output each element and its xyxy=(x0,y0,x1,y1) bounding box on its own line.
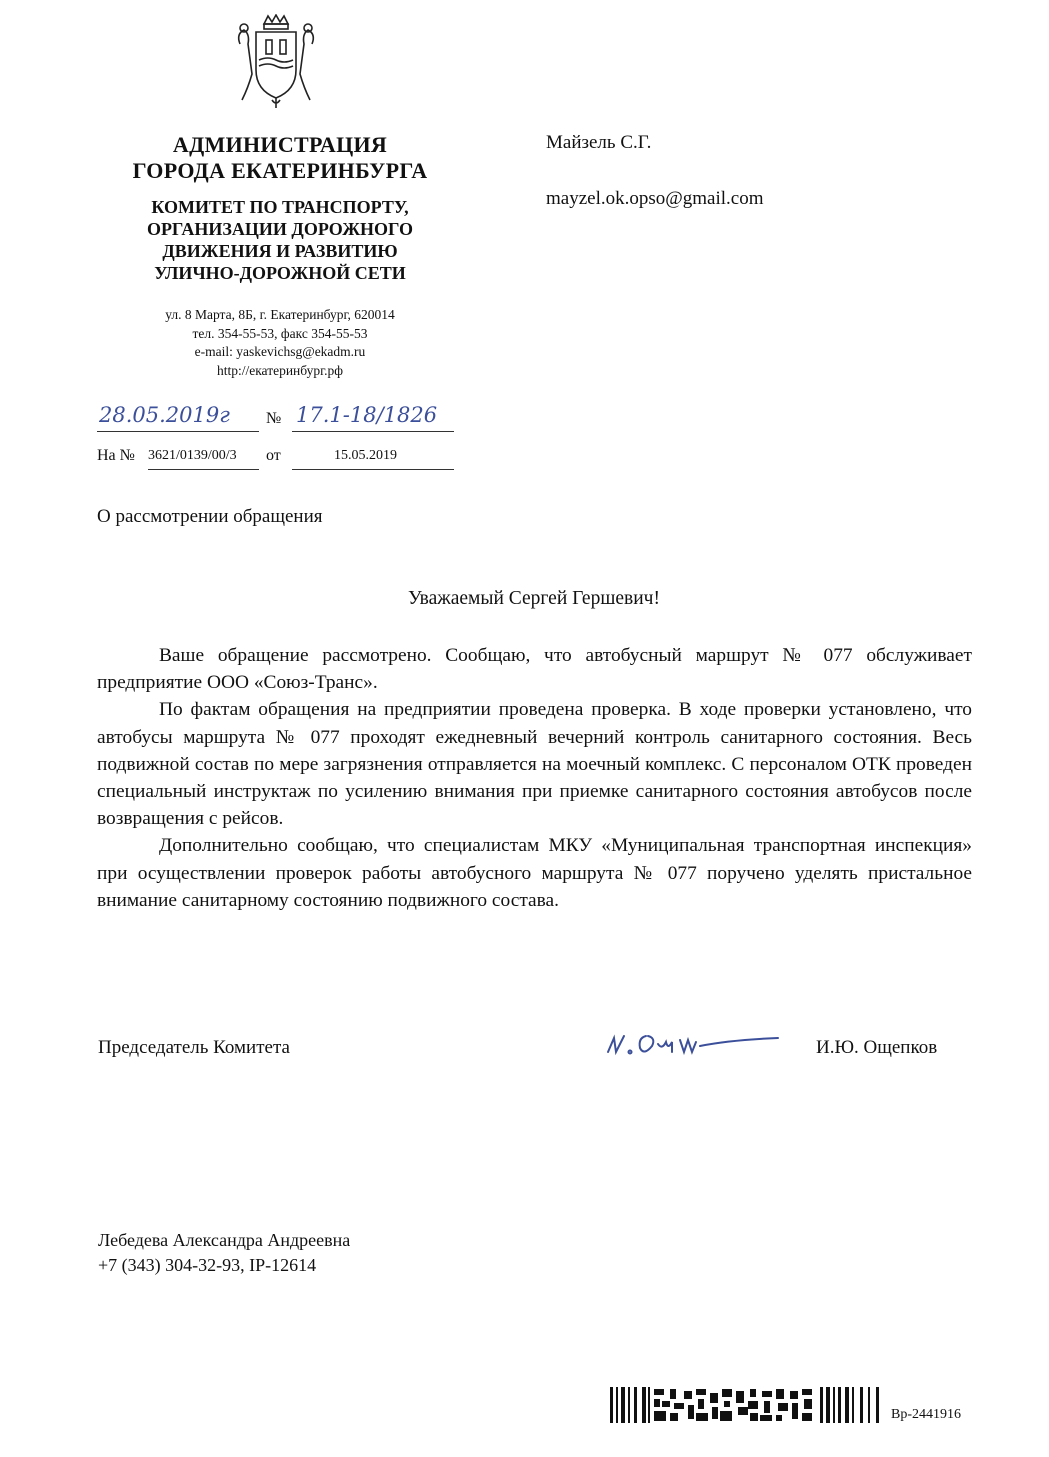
performer-name: Лебедева Александра Андреевна xyxy=(98,1230,351,1250)
contact-address: ул. 8 Марта, 8Б, г. Екатеринбург, 620014 xyxy=(165,307,395,322)
signatory-name: И.Ю. Ощепков xyxy=(816,1037,938,1058)
letter-body xyxy=(97,642,972,914)
salutation: Уважаемый Сергей Гершевич! xyxy=(408,588,660,609)
contact-email: e-mail: yaskevichsg@ekadm.ru xyxy=(194,344,366,359)
registration-number-field xyxy=(292,403,454,432)
reference-number-field xyxy=(148,445,259,470)
performer-phone: +7 (343) 304-32-93, IP-12614 xyxy=(98,1255,317,1275)
reference-number: 3621/0139/00/3 xyxy=(148,448,237,463)
reference-date: 15.05.2019 xyxy=(334,448,397,463)
registration-date-field xyxy=(97,403,259,432)
contact-website: http://екатеринбург.рф xyxy=(216,362,344,378)
organization-name-line: АДМИНИСТРАЦИЯ xyxy=(172,132,388,157)
body-paragraph: Дополнительно сообщаю, что специалистам МКУ «Муниципальная транспортная инспекция» при осуществлении проверок работы автобусного маршрута № 077 поручено уделять пристальное внимание санитарному состоянию подвижного состава. xyxy=(97,835,972,911)
addressee-name: Майзель С.Г. xyxy=(546,132,652,153)
registration-date-handwritten: 28.05.2019г xyxy=(99,403,230,427)
body-paragraph: По фактам обращения на предприятии проведена проверка. В ходе проверки установлено, что автобусы маршрута № 077 проходят ежедневный вечерний контроль санитарного состояния. Весь подвижной состав по мере загрязнения отправляется на моечный комплекс. С персоналом ОТК проведен специальный инструктаж по усилению внимания при приемке санитарного состояния автобусов после возвращения с рейсов. xyxy=(97,699,972,830)
organization-contacts xyxy=(80,306,480,380)
registration-number-label: № xyxy=(266,410,282,427)
registration-number-handwritten: 17.1-18/1826 xyxy=(296,403,438,427)
addressee-email: mayzel.ok.opso@gmail.com xyxy=(546,188,764,209)
reference-date-field xyxy=(292,445,454,470)
coat-of-arms-emblem xyxy=(226,14,326,110)
organization-name xyxy=(80,132,480,184)
body-paragraph: Ваше обращение рассмотрено. Сообщаю, что автобусный маршрут № 077 обслуживает предприятие ООО «Союз-Транс». xyxy=(97,645,972,694)
committee-name-line: ДВИЖЕНИЯ И РАЗВИТИЮ xyxy=(162,241,398,261)
committee-name-line: ОРГАНИЗАЦИИ ДОРОЖНОГО xyxy=(146,219,414,239)
reference-from-label: от xyxy=(266,447,281,464)
committee-name-line: КОМИТЕТ ПО ТРАНСПОРТУ, xyxy=(151,197,409,217)
committee-name xyxy=(80,196,480,284)
document-barcode xyxy=(598,1387,898,1423)
contact-phone: тел. 354-55-53, факс 354-55-53 xyxy=(192,325,368,341)
committee-name-line: УЛИЧНО-ДОРОЖНОЙ СЕТИ xyxy=(154,263,406,283)
letter-subject: О рассмотрении обращения xyxy=(97,506,323,527)
organization-name-line: ГОРОДА ЕКАТЕРИНБУРГА xyxy=(132,158,428,183)
signatory-position: Председатель Комитета xyxy=(98,1037,290,1058)
barcode-number: Вр-2441916 xyxy=(891,1407,961,1422)
performer-info xyxy=(98,1228,350,1278)
reference-label: На № xyxy=(97,447,135,464)
handwritten-signature xyxy=(600,1022,785,1064)
